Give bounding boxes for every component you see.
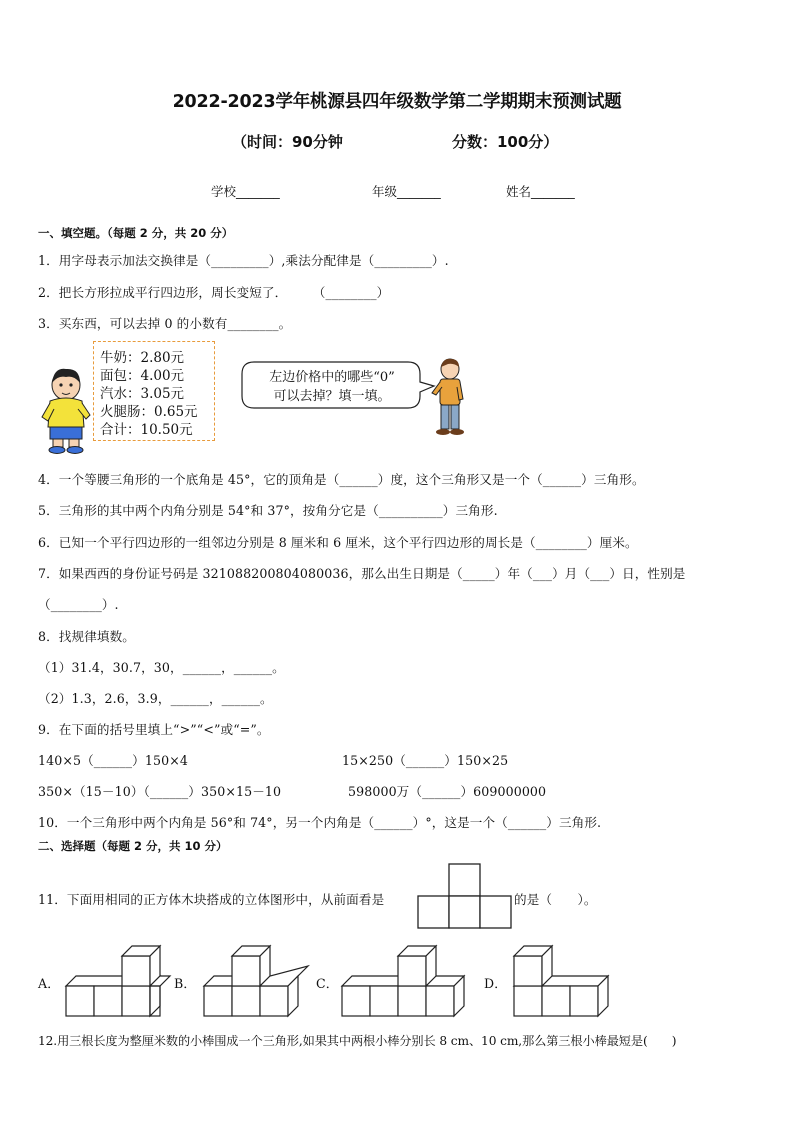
front-view-figure bbox=[417, 863, 513, 929]
bubble-line-2: 可以去掉？填一填。 bbox=[273, 389, 391, 404]
price-list-box bbox=[93, 341, 215, 441]
question-11-tail: 的是（ ）。 bbox=[514, 892, 597, 907]
option-c-label: C． bbox=[316, 976, 339, 991]
question-9-d: 598000万（______）609000000 bbox=[348, 784, 547, 799]
question-9-c: 350×（15－10）（______）350×15－10 bbox=[38, 784, 282, 799]
question-7-line-1: 7．如果西西的身份证号码是 321088200804080036，那么出生日期是（_____）年（___）月（___）日，性别是 bbox=[38, 566, 686, 581]
question-7-line-2: （________）. bbox=[38, 597, 119, 612]
total-score: 分数：100分） bbox=[452, 133, 559, 151]
option-d-label: D． bbox=[484, 976, 507, 991]
boy-illustration bbox=[40, 365, 96, 455]
question-6: 6．已知一个平行四边形的一组邻边分别是 8 厘米和 6 厘米，这个平行四边形的周长是（________）厘米。 bbox=[38, 535, 638, 550]
price-soda: 汽水：3.05元 bbox=[100, 386, 185, 402]
section-fill-heading: 一、填空题。（每题 2 分，共 20 分） bbox=[38, 226, 234, 240]
time-limit: （时间：90分钟 bbox=[232, 133, 343, 151]
question-8: 8．找规律填数。 bbox=[38, 629, 135, 644]
price-total: 合计：10.50元 bbox=[100, 422, 193, 438]
question-9-b: 15×250（______）150×25 bbox=[342, 753, 509, 768]
price-bread: 面包：4.00元 bbox=[100, 368, 185, 384]
option-b-cubes[interactable] bbox=[202, 942, 312, 1020]
man-illustration bbox=[428, 357, 468, 439]
option-a-cubes[interactable] bbox=[64, 942, 174, 1020]
school-field: 学校_______ bbox=[211, 184, 280, 199]
option-c-cubes[interactable] bbox=[340, 942, 470, 1020]
question-5: 5．三角形的其中两个内角分别是 54°和 37°，按角分它是（__________）三角形. bbox=[38, 503, 498, 518]
question-3: 3．买东西，可以去掉 0 的小数有________。 bbox=[38, 316, 292, 331]
question-8-part-1: （1）31.4，30.7，30，______，______。 bbox=[38, 660, 285, 675]
question-4: 4．一个等腰三角形的一个底角是 45°，它的顶角是（______）度，这个三角形又是一个（______）三角形。 bbox=[38, 472, 645, 487]
page-title: 2022-2023学年桃源县四年级数学第二学期期末预测试题 bbox=[172, 92, 622, 112]
question-9-a: 140×5（______）150×4 bbox=[38, 753, 188, 768]
section-choice-heading: 二、选择题（每题 2 分，共 10 分） bbox=[38, 839, 228, 853]
question-8-part-2: （2）1.3，2.6，3.9，______，______。 bbox=[38, 691, 273, 706]
bubble-line-1: 左边价格中的哪些“0” bbox=[269, 370, 395, 385]
grade-field: 年级_______ bbox=[372, 184, 441, 199]
question-12: 12.用三根长度为整厘米数的小棒围成一个三角形,如果其中两根小棒分别长 8 cm、10 cm,那么第三根小棒最短是( ) bbox=[38, 1034, 677, 1048]
question-11-text: 11．下面用相同的正方体木块搭成的立体图形中，从前面看是 bbox=[38, 892, 385, 907]
question-2: 2．把长方形拉成平行四边形，周长变短了． （________） bbox=[38, 285, 390, 300]
option-b-label: B． bbox=[174, 976, 197, 991]
price-milk: 牛奶：2.80元 bbox=[100, 350, 185, 366]
name-field: 姓名_______ bbox=[506, 184, 575, 199]
question-1: 1．用字母表示加法交换律是（_________）,乘法分配律是（_________）. bbox=[38, 253, 449, 268]
price-sausage: 火腿肠：0.65元 bbox=[100, 404, 198, 420]
option-a-label: A． bbox=[38, 976, 60, 991]
question-9: 9．在下面的括号里填上“>”“<”或“=”。 bbox=[38, 722, 270, 737]
question-10: 10．一个三角形中两个内角是 56°和 74°，另一个内角是（______）°，这是一个（______）三角形. bbox=[38, 815, 602, 830]
option-d-cubes[interactable] bbox=[512, 942, 616, 1020]
